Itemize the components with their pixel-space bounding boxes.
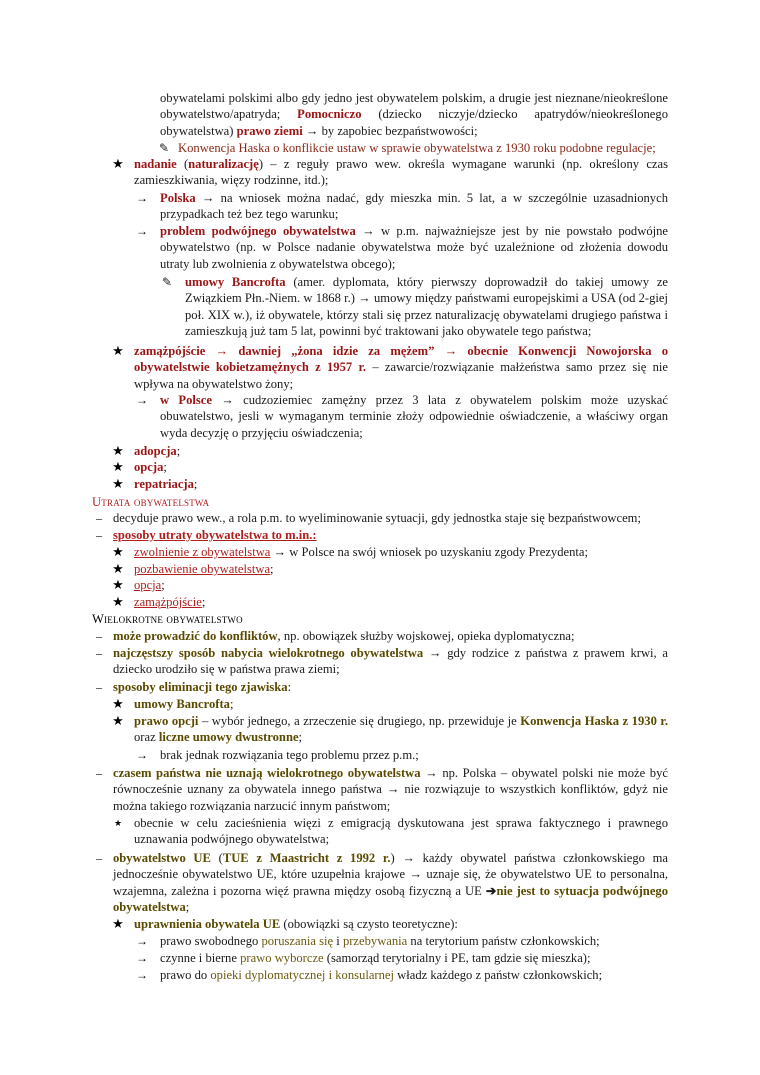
star-bullet-icon: ★ [112, 696, 124, 711]
list-item-pozbawienie [112, 561, 668, 577]
dash-bullet-icon: – [96, 851, 102, 865]
term: sposoby eliminacji tego zjawiska [113, 680, 288, 694]
text: ; [298, 730, 303, 745]
star-bullet-icon: ★ [112, 459, 124, 474]
paragraph-continuation [160, 90, 668, 139]
text: brak jednak rozwiązania tego problemu przez p.m.; [160, 748, 419, 762]
term: repatriacja [134, 477, 194, 491]
term: zamążpójście [134, 595, 202, 609]
text: ; [163, 460, 167, 474]
term: nadanie [134, 157, 177, 171]
text: – wybór jednego, a zrzeczenie się drugiego, np. przewiduje je [198, 714, 521, 728]
term: problem podwójnego obywatelstwa [160, 224, 356, 238]
text: → w p.m. najważniejsze jest by nie powstało podwójne obywatelstwo (np. w Polsce nadanie obywatelstwa może być uzależnione od złożenia dowodu utraty lub zwolnienia z obywatelstwa obcego); [160, 224, 668, 271]
note-umowy-bancrofta [161, 274, 669, 340]
text: : [287, 680, 292, 694]
arrow-bullet-icon: → [136, 934, 148, 948]
term: opcja [134, 460, 164, 474]
term: adopcja [134, 444, 177, 458]
text: (obowiązki są czysto teoretyczne): [280, 917, 458, 931]
list-item-zamazpojscie-2 [112, 594, 668, 610]
list-item-sposoby-eliminacji [96, 679, 668, 695]
term: najczęstszy sposób nabycia wielokrotnego obywatelstwa [113, 646, 424, 660]
list-item-opcja-2 [112, 577, 668, 593]
term: sposoby utraty obywatelstwa to m.in.: [113, 528, 317, 542]
term: opcja [134, 578, 162, 592]
bold-arrow-icon: ➔ [485, 883, 497, 898]
pen-icon: ✎ [161, 275, 173, 289]
text: , np. obowiązek służby wojskowej, opieka dyplomatyczna; [277, 629, 575, 643]
star-bullet-icon: ★ [112, 713, 124, 728]
list-item-brak-rozwiazania [136, 747, 668, 763]
term-prawo-ziemi: prawo ziemi [236, 123, 303, 138]
dash-bullet-icon: – [96, 646, 102, 660]
star-bullet-icon: ★ [112, 544, 124, 559]
list-item-prawo-opcji [112, 713, 668, 746]
list-item-nadanie [112, 156, 669, 189]
text: ; [193, 477, 198, 491]
text: → np. Polska – obywatel polski nie może być równocześnie uznany za obywatela innego państwa → nie rozwiązuje to wszystkich konfliktów, gdyż nie można takiego rozwiązania narzucić innym państwom; [113, 766, 668, 813]
term: opieki dyplomatycznej i konsularnej [210, 968, 394, 982]
text: i [333, 934, 343, 948]
list-item-swobodne-poruszanie [136, 933, 668, 949]
list-item-opcja [112, 459, 668, 475]
text: (dziecko niczyje/dziecko apatrydów/nieokreślonego obywatelstwa) [160, 107, 668, 138]
list-item-czasem-panstwa [96, 765, 668, 814]
text: (samorząd terytorialny i PE, tam gdzie się mieszka); [323, 951, 591, 965]
term: nie jest to sytuacja podwójnego obywatelstwa [113, 883, 668, 915]
text: Konwencja Haska o konflikcie ustaw w sprawie obywatelstwa z 1930 roku podobne regulacje; [178, 141, 656, 155]
section-heading-utrata: Utrata obywatelstwa [92, 495, 210, 509]
term: obywatelstwo UE [113, 851, 211, 865]
term: może prowadzić do konfliktów [113, 629, 278, 643]
list-item-najczestszy [96, 645, 668, 678]
text: ) → każdy obywatel państwa członkowskiego ma jednocześnie obywatelstwo UE, które uzupełnia krajowe → uznaje się, że obywatelstwo UE to personalna, wzajemna, zależna i pozorna więź prawna między osobą fizyczną a UE [113, 851, 669, 898]
text: decyduje prawo wew., a rola p.m. to wyeliminowanie sytuacji, gdy jednostka staje się bezpaństwowcem; [113, 511, 641, 525]
arrow-bullet-icon: → [136, 393, 148, 407]
term: Polska [160, 191, 196, 205]
dash-bullet-icon: – [96, 528, 102, 542]
text: oraz [134, 730, 159, 745]
list-item-prawo-wyborcze [136, 950, 668, 966]
list-item-opieka-dyplomatyczna [136, 967, 668, 983]
term: przebywania [342, 934, 408, 948]
list-item-obywatelstwo-ue [96, 850, 669, 916]
text: → w Polsce na swój wniosek po uzyskaniu zgody Prezydenta; [270, 545, 588, 559]
list-item-decyduje [96, 510, 668, 526]
list-item-zwolnienie [112, 544, 668, 560]
list-item-polska [136, 190, 668, 223]
term: prawo wyborcze [240, 951, 324, 965]
dash-bullet-icon: – [96, 511, 102, 525]
text: ( [176, 157, 189, 171]
term: zwolnienie z obywatelstwa [134, 545, 271, 559]
text: ; [270, 562, 274, 576]
list-item-obecnie [113, 815, 668, 848]
arrow-bullet-icon: → [136, 224, 148, 238]
text: ) – z reguły prawo wew. określa wymagane warunki (np. określony czas zamieszkiwania, więzy rodzinne, itd.); [134, 157, 669, 188]
term: w Polsce [160, 393, 212, 407]
arrow-bullet-icon: → [136, 748, 148, 762]
text: ; [229, 697, 234, 711]
arrow-bullet-icon: → [136, 951, 148, 965]
list-item-bancroft-2 [112, 696, 668, 712]
dash-bullet-icon: – [96, 629, 102, 643]
star-bullet-icon: ★ [112, 476, 124, 491]
pen-icon: ✎ [158, 141, 170, 155]
star-bullet-icon: ★ [112, 561, 124, 576]
star-bullet-icon: ★ [112, 443, 124, 458]
term: czasem państwa nie uznają wielokrotnego obywatelstwa [113, 766, 421, 780]
term: prawo opcji [134, 714, 199, 728]
arrow-bullet-icon: → [136, 968, 148, 982]
term-pomocniczo: Pomocniczo [297, 107, 362, 122]
text: władz każdego z państw członkowskich; [394, 968, 603, 982]
text: ; [201, 595, 206, 609]
dash-bullet-icon: – [96, 766, 102, 780]
text: → by zapobiec bezpaństwowości; [302, 123, 478, 138]
text: na terytorium państw członkowskich; [407, 934, 600, 948]
text: → na wniosek można nadać, gdy mieszka min. 5 lat, a w szczególnie uzasadnionych przypadkach też bez tego warunku; [160, 191, 668, 222]
term: Konwencja Haska z 1930 r. [520, 714, 668, 728]
term: liczne umowy dwustronne [158, 730, 299, 745]
term: naturalizację [188, 157, 259, 171]
list-item-konflikty [96, 628, 668, 644]
term: pozbawienie obywatelstwa [134, 562, 271, 576]
term: umowy Bancrofta [134, 697, 230, 711]
star-bullet-icon: ★ [112, 577, 124, 592]
star-bullet-icon: ★ [112, 343, 124, 358]
small-star-bullet-icon: ★ [113, 818, 123, 828]
star-bullet-icon: ★ [112, 156, 124, 171]
list-item-sposoby-utraty [96, 527, 668, 543]
list-item-w-polsce [136, 392, 668, 441]
dash-bullet-icon: – [96, 680, 102, 694]
text: ; [161, 578, 165, 592]
term: poruszania się [261, 934, 334, 948]
text: czynne i bierne [160, 951, 241, 965]
arrow-bullet-icon: → [136, 191, 148, 205]
text: ; [185, 900, 190, 915]
text: prawo do [160, 968, 211, 982]
term: umowy Bancrofta [185, 275, 286, 289]
term: zamążpójście → dawniej „żona idzie za mężem” → obecnie Konwencji Nowojorska o obywatelstwie kobietzamężnych z 1957 r. [134, 344, 668, 375]
list-item-problem-podwojnego [136, 223, 668, 272]
note-konwencja-haska [158, 140, 680, 156]
text: – zawarcie/rozwiązanie małżeństwa samo przez się nie wpływa na obywatelstwo żony; [134, 360, 668, 391]
text: → gdy rodzice z państwa z prawem krwi, a dziecko urodziło się w państwa prawa ziemi; [113, 646, 668, 677]
list-item-repatriacja [112, 476, 668, 492]
list-item-adopcja [112, 443, 668, 459]
star-bullet-icon: ★ [112, 916, 124, 931]
text: obecnie w celu zacieśnienia więzi z emigracją dyskutowana jest sprawa faktycznego i prawnego uznawania podwójnego obywatelstwa; [134, 816, 668, 847]
text: obywatelami polskimi albo gdy jedno jest obywatelem polskim, a drugie jest nieznane/nieokreślone obywatelstwo/apatryda; [160, 91, 668, 122]
text: prawo swobodnego [160, 934, 262, 948]
text: ( [210, 851, 223, 865]
section-heading-wielokrotne: Wielokrotne obywatelstwo [92, 612, 243, 626]
list-item-zamazpojscie [112, 343, 668, 392]
list-item-uprawnienia [112, 916, 668, 932]
text: (amer. dyplomata, który pierwszy doprowadził do takiej umowy ze Związkiem Płn.-Niem. w 1868 r.) → umowy między państwami europejskimi a USA (od 2-giej poł. XIX w.), iż obywatele, którzy stali się przez naturalizację obywatelami drugiego państwa i zamieszkują już tam 5 lat, powinni być traktowani jako obywatele tego państwa; [185, 275, 669, 339]
term: TUE z Maastricht z 1992 r. [222, 851, 391, 865]
star-bullet-icon: ★ [112, 594, 124, 609]
term: uprawnienia obywatela UE [134, 917, 281, 931]
text: → cudzoziemiec zamężny przez 3 lata z obywatelem polskim może uzyskać obuwatelstwo, jesli w wymaganym terminie złoży odpowiednie oświadczenie, a właściwy organ wyda decyzję o przyjęciu oświadczenia; [160, 393, 668, 440]
text: ; [176, 444, 181, 458]
